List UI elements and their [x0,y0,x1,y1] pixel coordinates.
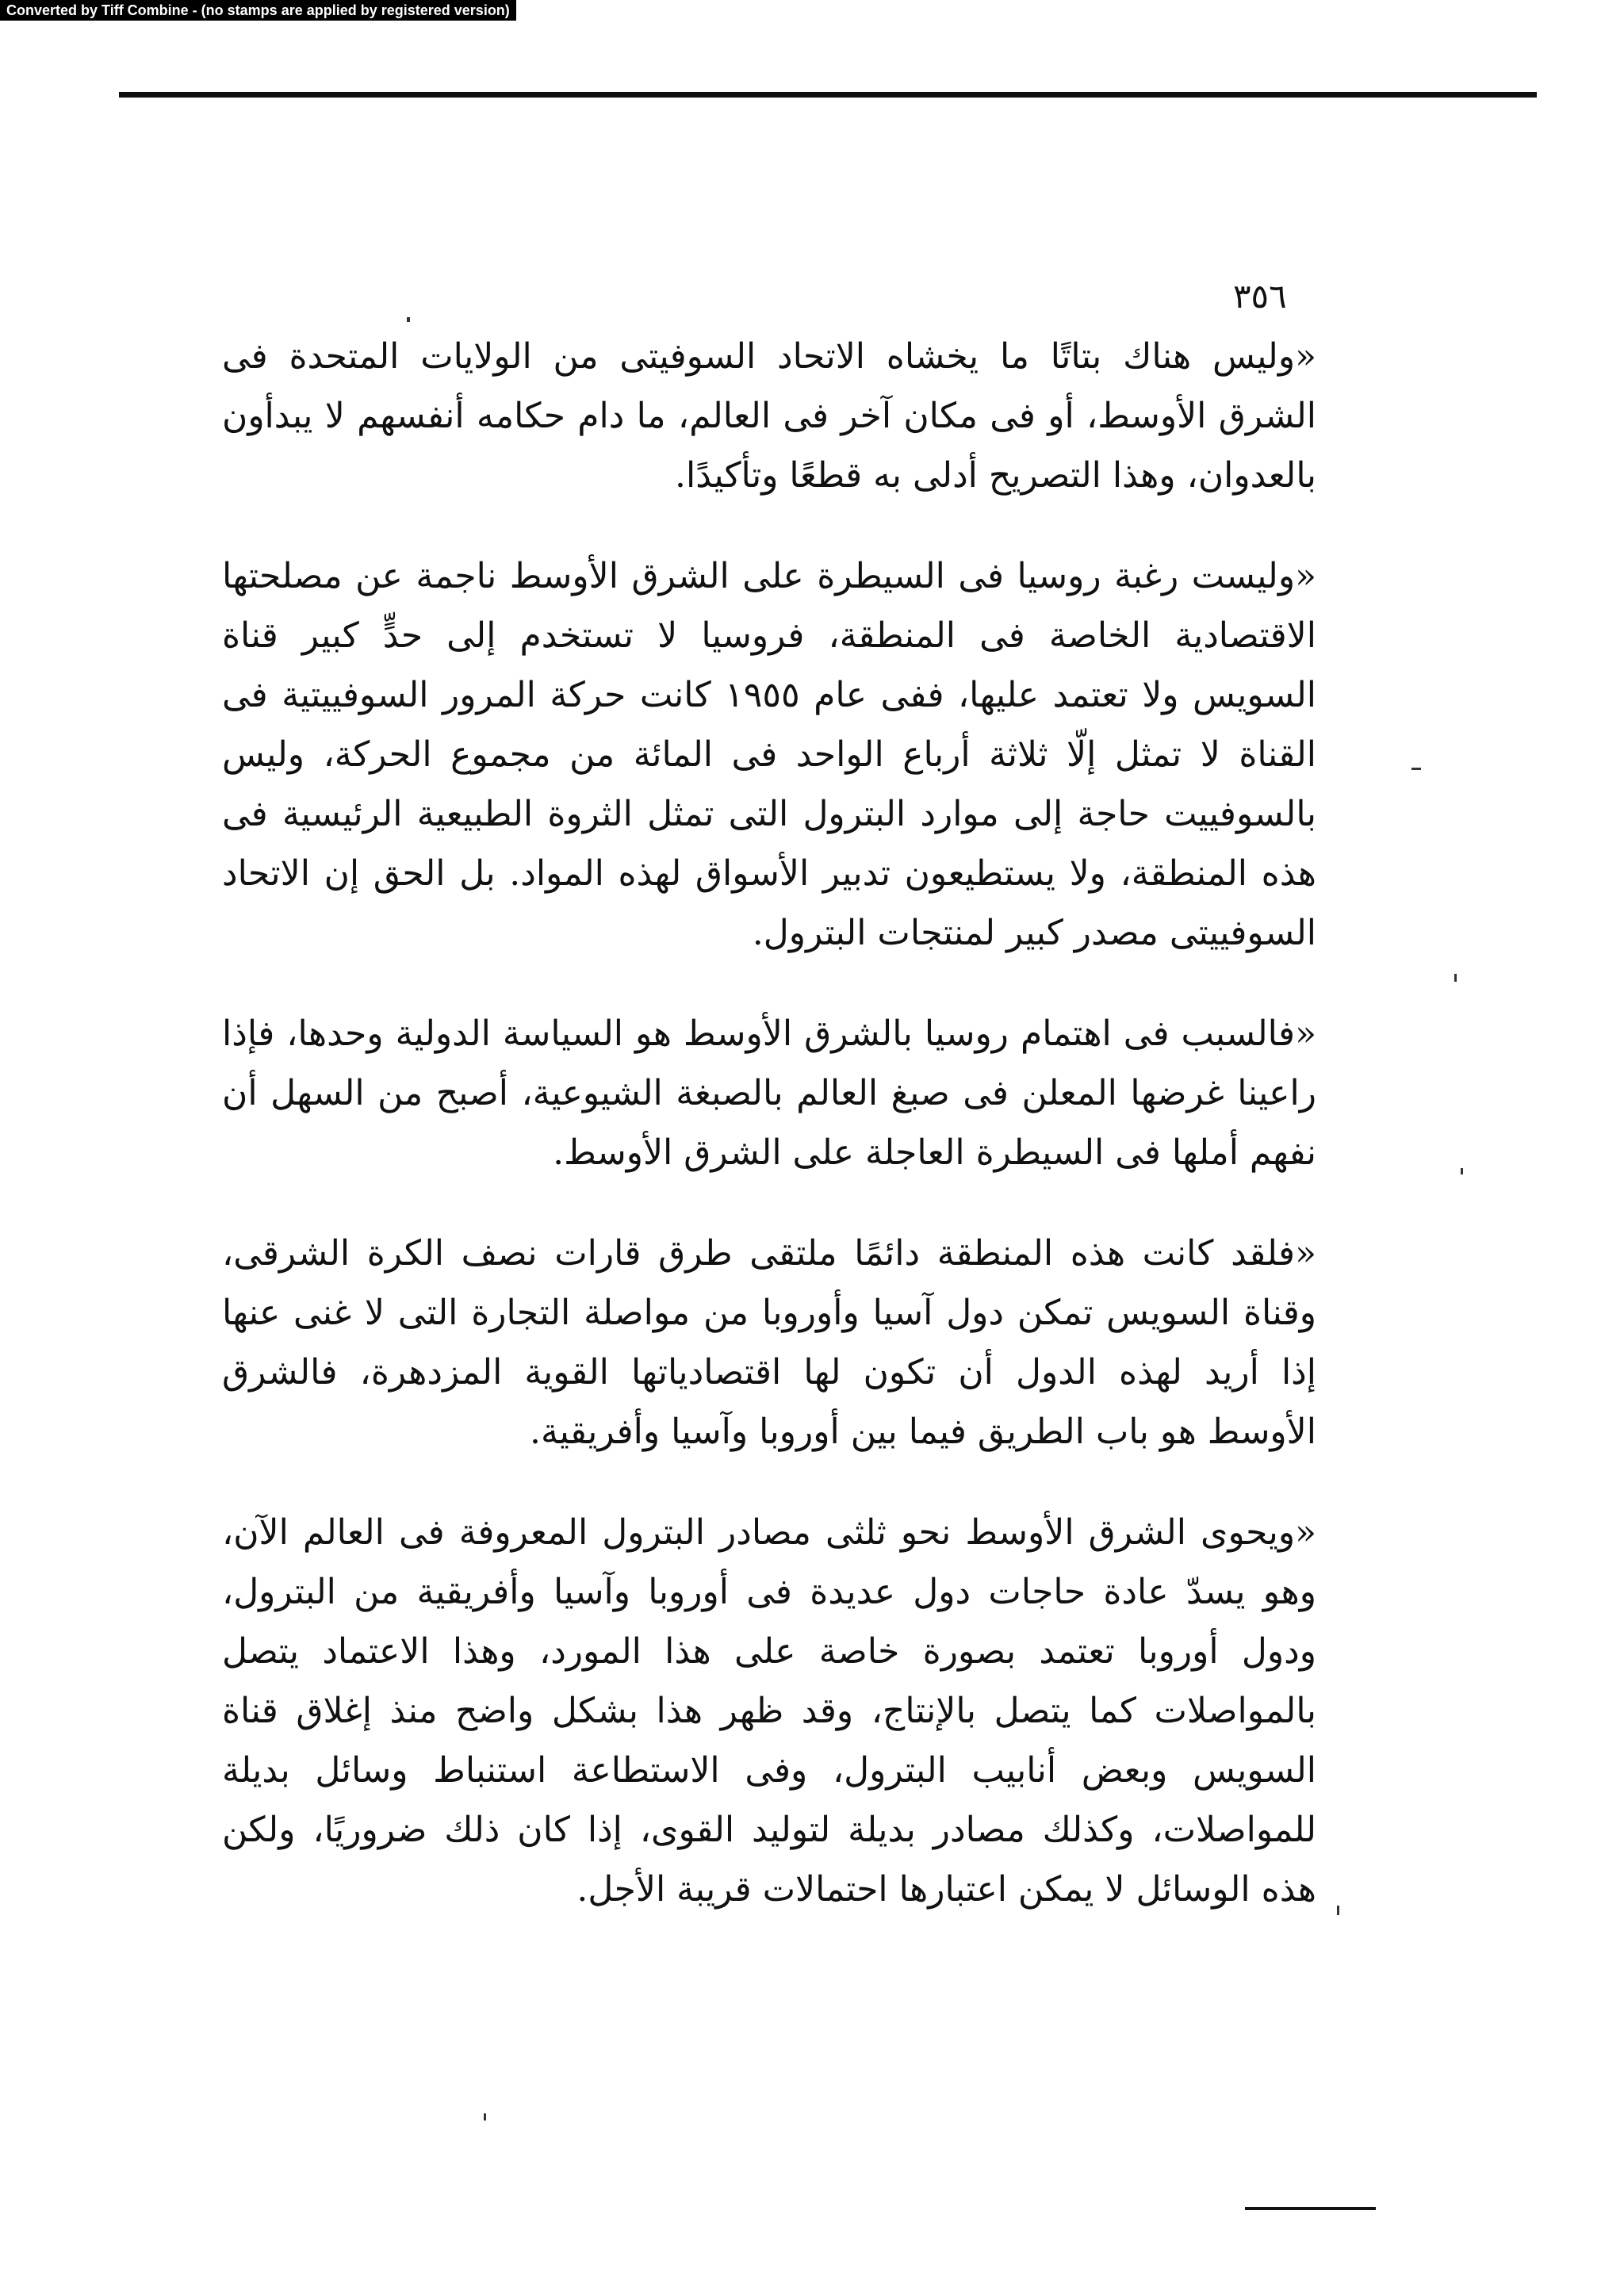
scan-speck [484,2113,486,2121]
converter-stamp: Converted by Tiff Combine - (no stamps are applied by registered version) [0,0,516,21]
scan-speck [407,317,410,322]
footer-rule [1245,2207,1376,2210]
page-number: ٣٥٦ [1233,277,1287,316]
paragraph-3: «فالسبب فى اهتمام روسيا بالشرق الأوسط هو السياسة الدولية وحدها، فإذا راعينا غرضها المعلن فى صبغ العالم بالصبغة الشيوعية، أصبح من السهل أن نفهم أملها فى السيطرة العاجلة على الشرق الأوسط. [222,1013,1316,1173]
scan-speck [1461,1168,1463,1174]
paragraph-4: «فلقد كانت هذه المنطقة دائمًا ملتقى طرق قارات نصف الكرة الشرقى، وقناة السويس تمكن دول آسيا وأوروبا من مواصلة التجارة التى لا غنى عنها إذا أريد لهذه الدول أن تكون لها اقتصادياتها القوية المزدهرة، فالشرق الأوسط هو باب الطريق فيما بين أوروبا وآسيا وأفريقية. [222,1233,1316,1452]
paragraph-1: «وليس هناك بتاتًا ما يخشاه الاتحاد السوفيتى من الولايات المتحدة فى الشرق الأوسط، أو فى مكان آخر فى العالم، ما دام حكامه أنفسهم لا يبدأون بالعدوان، وهذا التصريح أدلى به قطعًا وتأكيدًا. [222,336,1316,496]
page-body [222,327,1316,1960]
paragraph-5: «ويحوى الشرق الأوسط نحو ثلثى مصادر البترول المعروفة فى العالم الآن، وهو يسدّ عادة حاجات دول عديدة فى أوروبا وآسيا وأفريقية من البترول، ودول أوروبا تعتمد بصورة خاصة على هذا المورد، وهذا الاعتماد يتصل بالمواصلات كما يتصل بالإنتاج، وقد ظهر هذا بشكل واضح منذ إغلاق قناة السويس وبعض أنابيب البترول، وفى الاستطاعة استنباط وسائل بديلة للمواصلات، وكذلك مصادر بديلة لتوليد القوى، إذا كان ذلك ضروريًا، ولكن هذه الوسائل لا يمكن اعتبارها احتمالات قريبة الأجل. [222,1512,1316,1910]
scan-speck [1337,1906,1339,1915]
header-rule [119,92,1537,98]
scan-speck [1454,974,1457,982]
scan-speck [1411,768,1421,770]
paragraph-2: «وليست رغبة روسيا فى السيطرة على الشرق الأوسط ناجمة عن مصلحتها الاقتصادية الخاصة فى المنطقة، فروسيا لا تستخدم إلى حدٍّ كبير قناة السويس ولا تعتمد عليها، ففى عام ١٩٥٥ كانت حركة المرور السوفييتية فى القناة لا تمثل إلّا ثلاثة أرباع الواحد فى المائة من مجموع الحركة، وليس بالسوفييت حاجة إلى موارد البترول التى تمثل الثروة الطبيعية الرئيسية فى هذه المنطقة، ولا يستطيعون تدبير الأسواق لهذه المواد. بل الحق إن الاتحاد السوفييتى مصدر كبير لمنتجات البترول. [222,556,1317,953]
